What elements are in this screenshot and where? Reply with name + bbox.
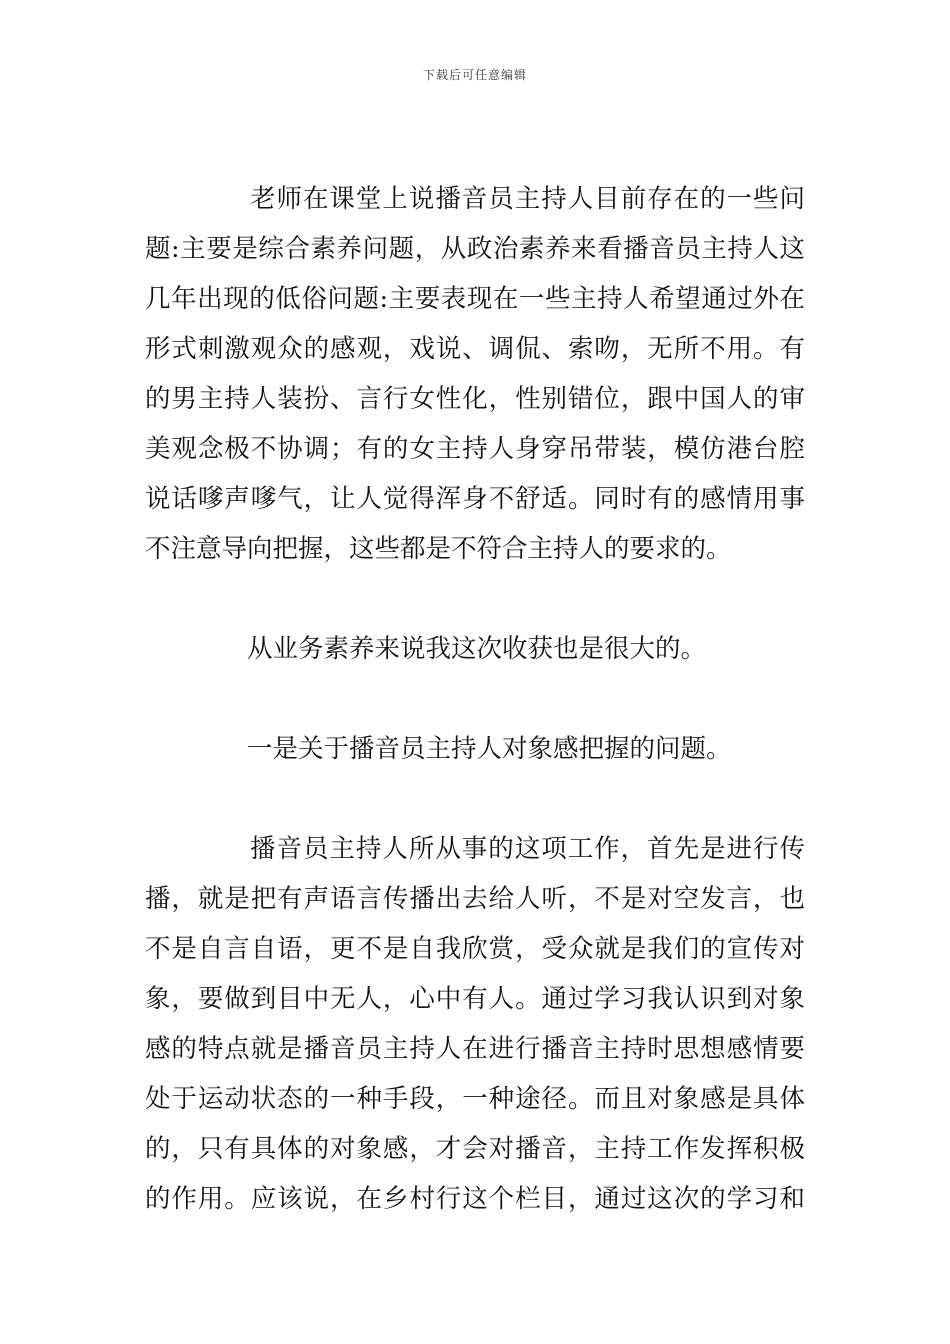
paragraph-4-line-6: 处于运动状态的一种手段，一种途径。而且对象感是具体 (145, 1084, 805, 1114)
paragraph-4-line-5: 感的特点就是播音员主持人在进行播音主持时思想感情要 (145, 1034, 805, 1064)
paragraph-1-line-1: 老师在课堂上说播音员主持人目前存在的一些问 (250, 184, 805, 214)
paragraph-4-line-2: 播，就是把有声语言传播出去给人听，不是对空发言，也 (145, 884, 805, 914)
paragraph-4-line-1: 播音员主持人所从事的这项工作，首先是进行传 (250, 834, 805, 864)
paragraph-4-line-7: 的，只有具体的对象感，才会对播音，主持工作发挥积极 (145, 1134, 805, 1164)
paragraph-4-line-3: 不是自言自语，更不是自我欣赏，受众就是我们的宣传对 (145, 934, 805, 964)
page-header: 下载后可任意编辑 (422, 68, 527, 82)
paragraph-4-line-4: 象，要做到目中无人，心中有人。通过学习我认识到对象 (145, 984, 805, 1014)
paragraph-1-line-7: 说话嗲声嗲气，让人觉得浑身不舒适。同时有的感情用事 (145, 484, 805, 514)
paragraph-1-line-6: 美观念极不协调；有的女主持人身穿吊带装，模仿港台腔 (145, 434, 805, 464)
paragraph-1-line-4: 形式刺激观众的感观，戏说、调侃、索吻，无所不用。有 (145, 334, 805, 364)
paragraph-1-line-8: 不注意导向把握，这些都是不符合主持人的要求的。 (145, 534, 732, 564)
paragraph-1-line-3: 几年出现的低俗问题:主要表现在一些主持人希望通过外在 (145, 284, 805, 314)
paragraph-3-line-1: 一是关于播音员主持人对象感把握的问题。 (247, 734, 732, 764)
paragraph-2-line-1: 从业务素养来说我这次收获也是很大的。 (247, 634, 707, 664)
paragraph-1-line-5: 的男主持人装扮、言行女性化，性别错位，跟中国人的审 (145, 384, 805, 414)
paragraph-1-line-2: 题:主要是综合素养问题，从政治素养来看播音员主持人这 (145, 234, 805, 264)
paragraph-4-line-8: 的作用。应该说，在乡村行这个栏目，通过这次的学习和 (145, 1184, 805, 1214)
